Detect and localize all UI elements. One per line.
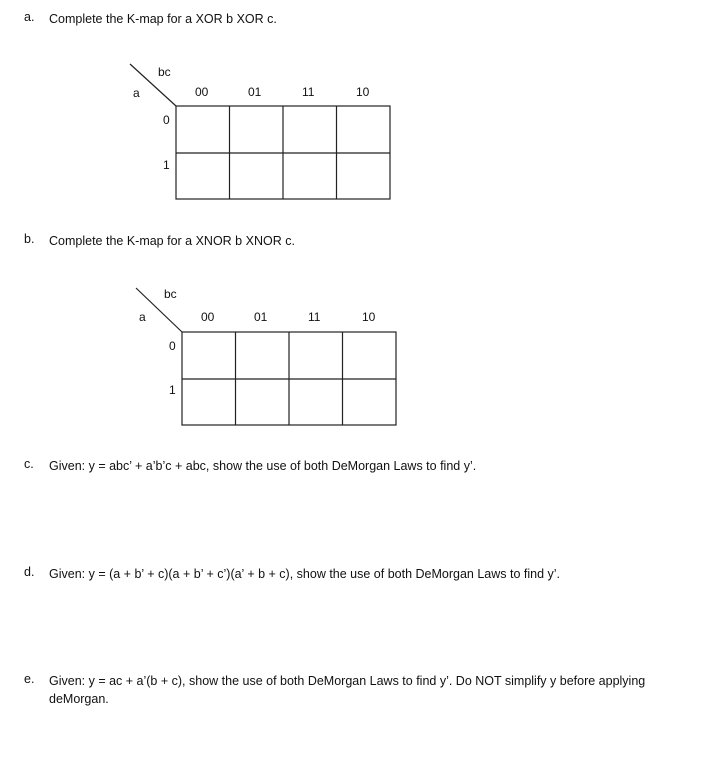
kmap-xor-lines <box>120 60 400 210</box>
kmap-xnor-row-header: 1 <box>169 383 176 397</box>
question-b-letter: b. <box>24 232 35 246</box>
question-c-letter: c. <box>24 457 34 471</box>
kmap-xnor-lines <box>126 286 406 436</box>
kmap-xnor-col-header: 00 <box>201 310 215 324</box>
kmap-xnor-col-header: 01 <box>254 310 268 324</box>
kmap-xor-col-header: 01 <box>248 85 262 99</box>
kmap-xnor-col-header: 10 <box>362 310 376 324</box>
question-c-text: Given: y = abc’ + a’b’c + abc, show the use of both DeMorgan Laws to find y’. <box>49 459 477 473</box>
kmap-xor-row-header: 0 <box>163 113 170 127</box>
kmap-xnor-col-header: 11 <box>308 310 321 324</box>
question-b-text: Complete the K-map for a XNOR b XNOR c. <box>49 234 295 248</box>
kmap-xor-row-var: a <box>133 86 140 100</box>
question-e-letter: e. <box>24 672 35 686</box>
question-e-text: Given: y = ac + a’(b + c), show the use of both DeMorgan Laws to find y’. Do NOT simplify y before applying deMorgan. <box>49 674 646 706</box>
question-a-letter: a. <box>24 10 35 24</box>
question-a-text: Complete the K-map for a XOR b XOR c. <box>49 12 277 26</box>
kmap-xnor-row-var: a <box>139 310 146 324</box>
question-d-letter: d. <box>24 565 35 579</box>
kmap-xor-col-header: 11 <box>302 85 315 99</box>
kmap-xor-col-header: 00 <box>195 85 209 99</box>
kmap-xnor <box>126 286 406 436</box>
question-d-text: Given: y = (a + b’ + c)(a + b’ + c’)(a’ + b + c), show the use of both DeMorgan Laws to find y’. <box>49 567 561 581</box>
kmap-xor-row-header: 1 <box>163 158 170 172</box>
kmap-xnor-row-header: 0 <box>169 339 176 353</box>
kmap-xor <box>120 60 400 210</box>
kmap-xor-col-header: 10 <box>356 85 370 99</box>
kmap-xor-col-var: bc <box>158 65 171 79</box>
kmap-xnor-col-var: bc <box>164 287 177 301</box>
